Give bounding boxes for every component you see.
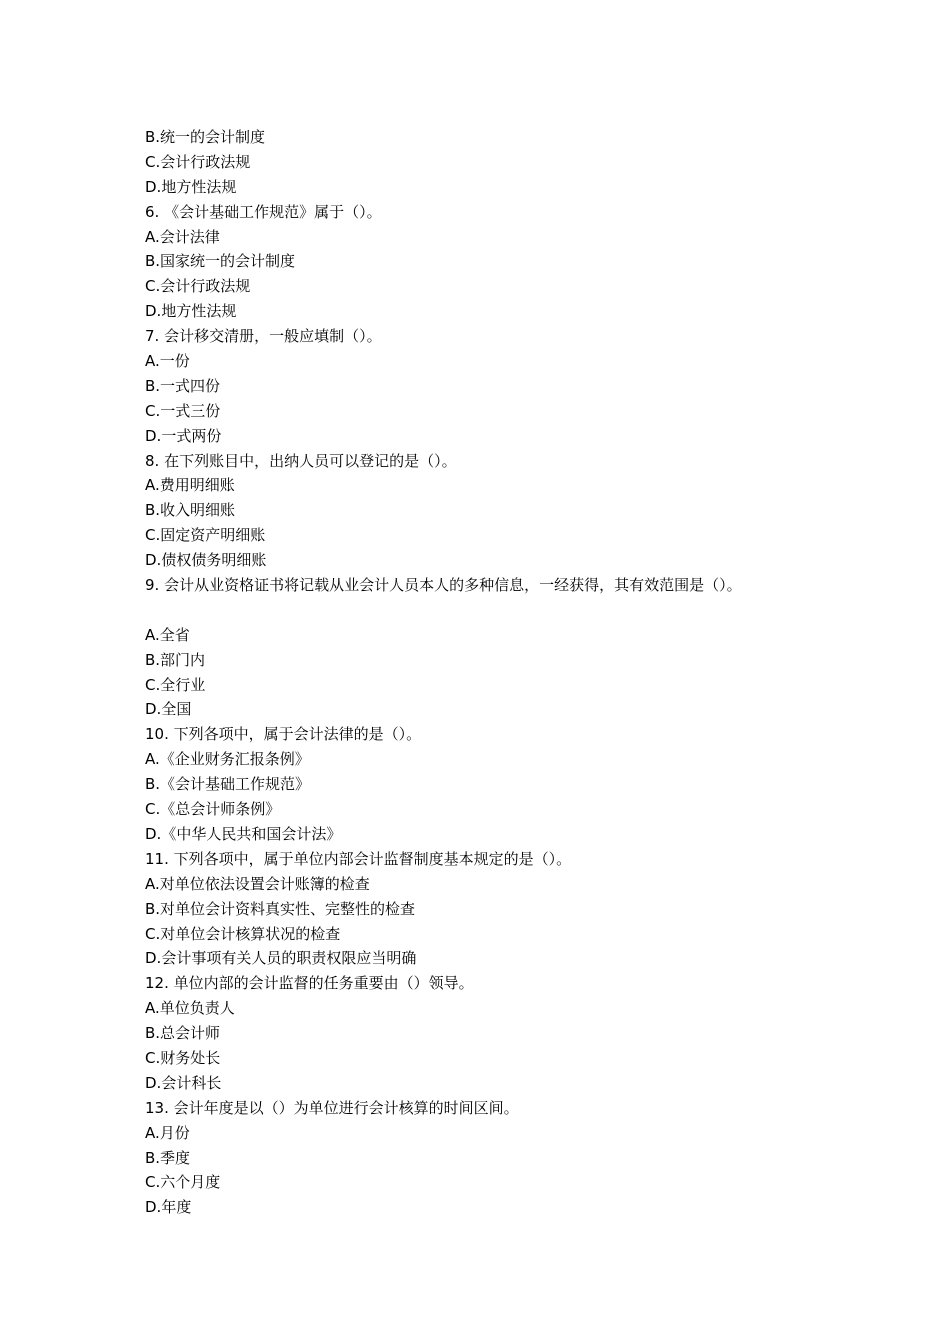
option-line: A.《企业财务汇报条例》 [145,750,310,769]
option-line: A.月份 [145,1123,190,1142]
question-line: 6. 《会计基础工作规范》属于（）。 [145,202,382,221]
option-line: C.一式三份 [145,401,221,420]
question-line: 11. 下列各项中，属于单位内部会计监督制度基本规定的是（）。 [145,849,572,868]
option-line: D.债权债务明细账 [145,551,267,570]
option-line: C.《总会计师条例》 [145,800,281,819]
question-list [145,125,845,1220]
question-line: 12. 单位内部的会计监督的任务重要由（）领导。 [145,974,474,993]
option-line: D.地方性法规 [145,302,237,321]
option-line: B.统一的会计制度 [145,128,266,146]
option-line: C.会计行政法规 [145,152,251,171]
option-line: D.会计事项有关人员的职责权限应当明确 [145,949,417,968]
option-line: A.对单位依法设置会计账簿的检查 [145,874,370,893]
question-line: 10. 下列各项中，属于会计法律的是（）。 [145,725,422,744]
question-line: 7. 会计移交清册，一般应填制（）。 [145,327,382,346]
question-line: 13. 会计年度是以（）为单位进行会计核算的时间区间。 [145,1098,519,1117]
option-line: B.对单位会计资料真实性、完整性的检查 [145,899,416,918]
option-line: A.会计法律 [145,227,220,246]
option-line: A.全省 [145,625,190,644]
option-line: D.年度 [145,1198,192,1217]
option-line: D.地方性法规 [145,177,237,196]
option-line: D.一式两份 [145,426,222,445]
option-line: C.财务处长 [145,1048,221,1067]
option-line: A.一份 [145,352,190,371]
option-line: B.国家统一的会计制度 [145,252,296,271]
option-line: A.费用明细账 [145,476,235,495]
option-line: C.会计行政法规 [145,277,251,296]
option-line: D.会计科长 [145,1073,222,1092]
option-line: B.一式四份 [145,376,221,395]
question-line: 8. 在下列账目中，出纳人员可以登记的是（）。 [145,451,457,470]
option-line: D.《中华人民共和国会计法》 [145,824,342,843]
option-line: C.六个月度 [145,1173,221,1192]
option-line: C.对单位会计核算状况的检查 [145,924,341,943]
blank-line [145,598,845,623]
question-line: 9. 会计从业资格证书将记载从业会计人员本人的多种信息，一经获得，其有效范围是（）。 [145,576,742,595]
option-line: B.收入明细账 [145,501,236,520]
option-line: C.全行业 [145,675,206,694]
option-line: C.固定资产明细账 [145,526,266,545]
option-line: B.总会计师 [145,1024,221,1043]
option-line: B.部门内 [145,650,206,669]
option-line: D.全国 [145,700,192,719]
option-line: B.《会计基础工作规范》 [145,775,311,794]
option-line: B.季度 [145,1148,191,1167]
option-line: A.单位负责人 [145,999,235,1018]
